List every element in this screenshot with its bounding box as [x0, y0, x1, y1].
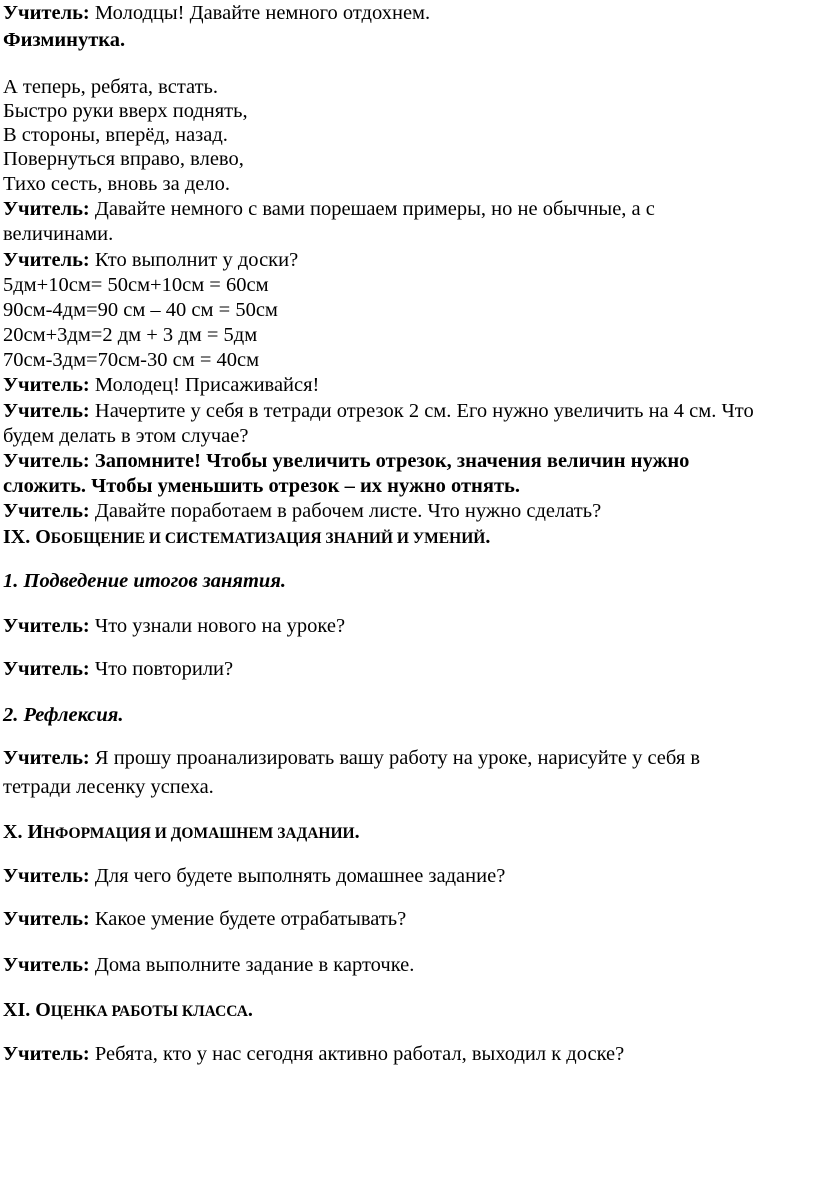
- line-text: Я прошу проанализировать вашу работу на уроке, нарисуйте у себя в: [89, 747, 701, 769]
- teacher-label: Учитель:: [3, 374, 90, 396]
- teacher-label: Учитель:: [3, 908, 90, 930]
- line-remember: [3, 449, 812, 473]
- line-text: Кто выполнит у доски?: [89, 249, 299, 271]
- teacher-label: Учитель:: [3, 450, 90, 472]
- line-homework: [3, 907, 812, 931]
- line-text: сложить. Чтобы уменьшить отрезок – их нужно отнять.: [3, 475, 520, 497]
- line-text: величинами.: [3, 223, 114, 245]
- poem-line: Повернуться вправо, влево,: [3, 148, 244, 170]
- line-text: Давайте поработаем в рабочем листе. Что нужно сделать?: [89, 500, 602, 522]
- section-heading-ix: [3, 525, 812, 551]
- line-question: [3, 614, 812, 638]
- line-text: Какое умение будете отрабатывать?: [89, 908, 407, 930]
- teacher-label: Учитель:: [3, 400, 90, 422]
- line-text: Начертите у себя в тетради отрезок 2 см. Его нужно увеличить на 4 см. Что: [89, 400, 754, 422]
- equation: 70см-3дм=70см-30 см = 40см: [3, 349, 260, 371]
- equation: 90см-4дм=90 см – 40 см = 50см: [3, 299, 278, 321]
- line-text: Запомните! Чтобы увеличить отрезок, значения величин нужно: [89, 450, 690, 472]
- line-examples-intro: [3, 197, 812, 221]
- section-title: ЦЕНКА РАБОТЫ КЛАССА: [50, 1003, 248, 1020]
- line-text: Молодец! Присаживайся!: [89, 374, 320, 396]
- line-worksheet: [3, 499, 812, 523]
- line-text: Дома выполните задание в карточке.: [89, 954, 415, 976]
- physminute-heading: Физминутка.: [3, 29, 126, 51]
- teacher-label: Учитель:: [3, 747, 90, 769]
- line-final-question: [3, 1042, 812, 1066]
- poem-line: Быстро руки вверх поднять,: [3, 100, 248, 122]
- equation: 20см+3дм=2 дм + 3 дм = 5дм: [3, 324, 258, 346]
- teacher-label: Учитель:: [3, 249, 90, 271]
- line-text: Давайте немного с вами порешаем примеры, но не обычные, а с: [89, 198, 655, 220]
- poem-line: А теперь, ребята, встать.: [3, 76, 219, 98]
- line-text: Что узнали нового на уроке?: [89, 615, 346, 637]
- teacher-label: Учитель:: [3, 1043, 90, 1065]
- line-homework: [3, 864, 812, 888]
- line-segment-task: [3, 399, 812, 423]
- line-reflection: [3, 746, 812, 770]
- poem-line: Тихо сесть, вновь за дело.: [3, 173, 230, 195]
- line-text: тетради лесенку успеха.: [3, 776, 214, 798]
- line-text: Молодцы! Давайте немного отдохнем.: [89, 2, 431, 24]
- line-text: Для чего будете выполнять домашнее задание?: [89, 865, 506, 887]
- section-end: .: [354, 821, 360, 843]
- teacher-label: Учитель:: [3, 954, 90, 976]
- teacher-label: Учитель:: [3, 658, 90, 680]
- section-number: IX. О: [3, 526, 51, 548]
- section-end: .: [247, 999, 253, 1021]
- subheading-summary: 1. Подведение итогов занятия.: [3, 570, 287, 592]
- teacher-label: Учитель:: [3, 500, 90, 522]
- teacher-label: Учитель:: [3, 198, 90, 220]
- section-title: НФОРМАЦИЯ И ДОМАШНЕМ ЗАДАНИИ: [43, 825, 355, 842]
- line-rest-intro: [3, 1, 812, 25]
- line-text: Что повторили?: [89, 658, 234, 680]
- teacher-label: Учитель:: [3, 2, 90, 24]
- teacher-label: Учитель:: [3, 865, 90, 887]
- line-question: [3, 657, 812, 681]
- line-text: будем делать в этом случае?: [3, 425, 249, 447]
- line-who-board: [3, 248, 812, 272]
- subheading-reflection: 2. Рефлексия.: [3, 704, 124, 726]
- line-text: Ребята, кто у нас сегодня активно работал, выходил к доске?: [89, 1043, 625, 1065]
- line-homework: [3, 953, 812, 977]
- section-heading-x: [3, 820, 812, 846]
- section-heading-xi: [3, 998, 812, 1024]
- equation: 5дм+10см= 50см+10см = 60см: [3, 274, 269, 296]
- section-number: X. И: [3, 821, 43, 843]
- section-number: XI. О: [3, 999, 51, 1021]
- line-praise: [3, 373, 812, 397]
- section-title: БОБЩЕНИЕ И СИСТЕМАТИЗАЦИЯ ЗНАНИЙ И УМЕНИЙ: [50, 530, 486, 547]
- teacher-label: Учитель:: [3, 615, 90, 637]
- poem-line: В стороны, вперёд, назад.: [3, 124, 228, 146]
- section-end: .: [485, 526, 491, 548]
